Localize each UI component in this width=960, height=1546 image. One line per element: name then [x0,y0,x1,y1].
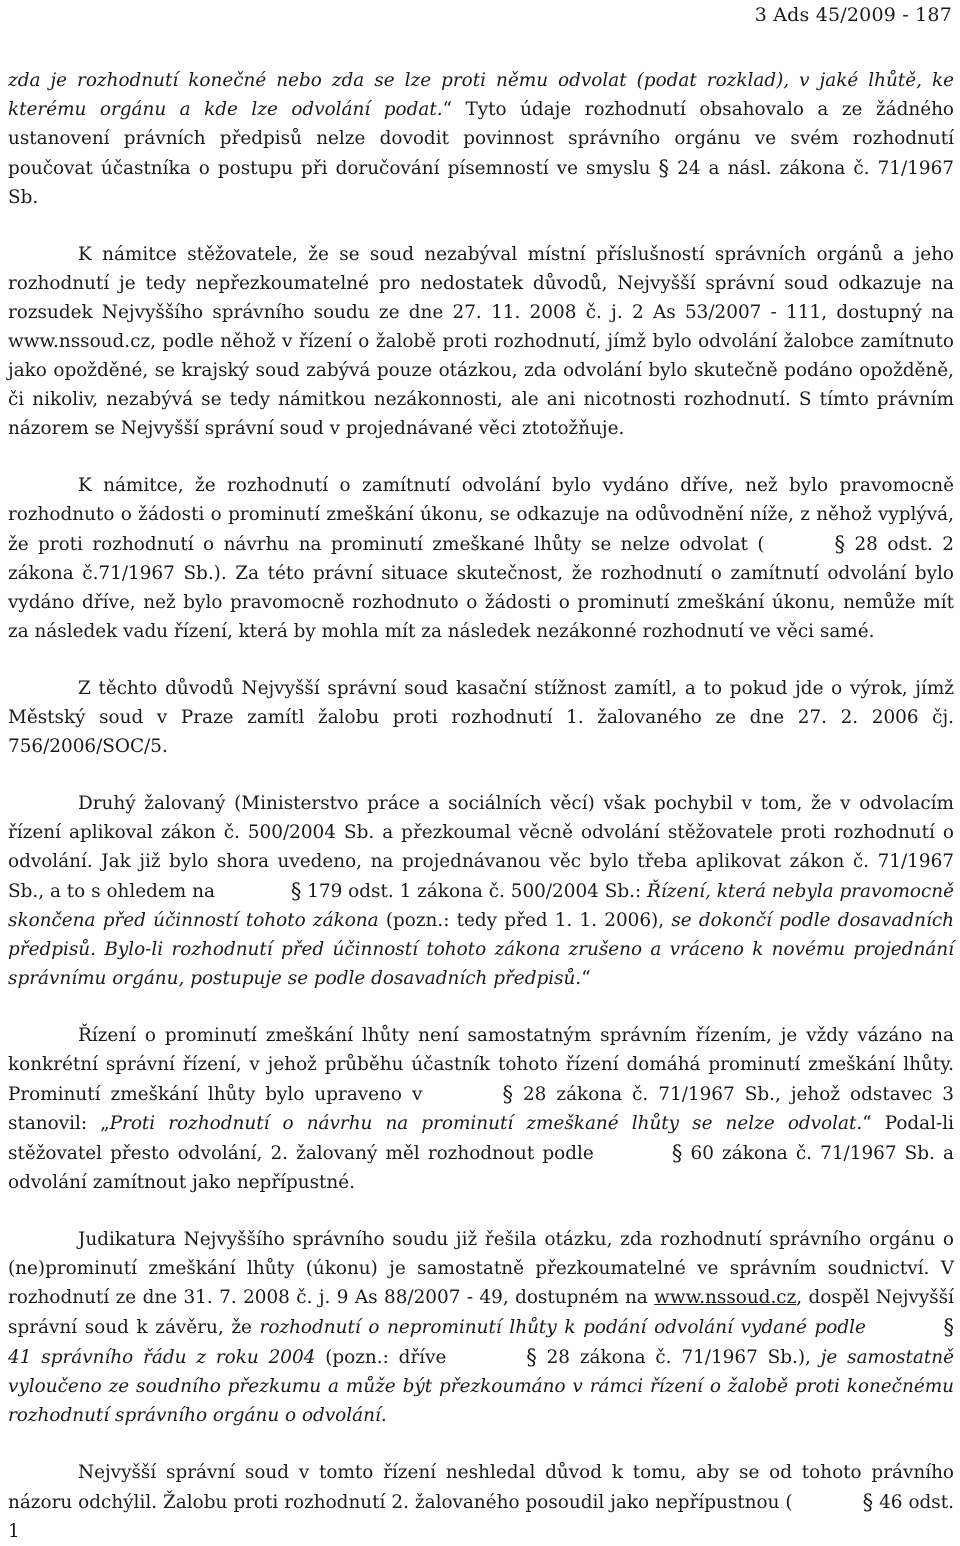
italic-text: rozhodnutí o neprominutí lhůty k podání odvolání vydané podle [259,1317,874,1338]
text: (pozn.: tedy před 1. 1. 2006), [378,910,672,931]
text: Z těchto důvodů Nejvyšší správní soud kasační stížnost zamítl, a to pokud jde o výrok, jímž Městský soud v Praze zamítl žalobu proti rozhodnutí 1. žalovaného ze dne 27. 2. 2006 čj. 756/2006/SOC/5. [8,678,954,757]
section-sign: § [943,1315,955,1339]
text: Nejvyšší správní soud v tomto řízení neshledal důvod k tomu, aby se od tohoto právního názoru odchýlil. Žalobu proti rozhodnutí 2. žalovaného posoudil jako nepřípustnou ( [8,1462,954,1513]
section-sign: § [862,1490,874,1514]
text: “ Podal-li stěžovatel přesto odvolání, 2. žalovaný měl rozhodnout podle [8,1113,954,1164]
paragraph-7 [8,1225,954,1430]
text: K námitce, že rozhodnutí o zamítnutí odvolání bylo vydáno dříve, než bylo pravomocně rozhodnuto o žádosti o prominutí zmeškání úkonu, se odkazuje na odůvodnění níže, z něhož vyplývá, že proti rozhodnutí o návrhu na prominutí zmeškané lhůty se nelze odvolat ( [8,475,954,555]
section-sign: § [526,1345,537,1369]
section-sign: § [290,879,302,903]
page-header: 3 Ads 45/2009 - 187 [754,4,952,26]
italic-text: se dokončí podle dosavadních předpisů. Bylo-li rozhodnutí před účinností tohoto zákona zrušeno a vráceno k novému projednání správnímu orgánu, postupuje se podle dosavadních předpisů. [8,910,954,989]
italic-text: Řízení, která nebyla pravomocně skončena před účinností tohoto zákona [8,881,954,931]
italic-text: je samostatně vyloučeno ze soudního přezkumu a může být přezkoumáno v rámci řízení o žalobě proti konečnému rozhodnutí správního orgánu o odvolání. [8,1347,954,1426]
text: 28 odst. 2 zákona č.71/1967 Sb.). Za této právní situace skutečnost, že rozhodnutí o zamítnutí odvolání bylo vydáno dříve, než bylo pravomocně rozhodnuto o žádosti o prominutí zmeškání úkonu, nemůže mít za následek vadu řízení, která by mohla mít za následek nezákonné rozhodnutí ve věci samé. [8,534,954,642]
paragraph-3 [8,471,954,646]
section-sign: § [658,156,670,180]
text: , dospěl Nejvyšší správní soud k závěru, že [8,1287,954,1338]
text: Judikatura Nejvyššího správního soudu již řešila otázku, zda rozhodnutí správního orgánu o (ne)prominutí zmeškání lhůty (úkonu) je samostatně přezkoumatelné ve správním soudnictví. V rozhodnutí ze dne 31. 7. 2008 č. j. 9 As 88/2007 - 49, dostupném na [8,1229,954,1308]
document-body [8,66,954,1546]
text: Řízení o prominutí zmeškání lhůty není samostatným správním řízením, je vždy vázáno na konkrétní správní řízení, v jehož průběhu účastník tohoto řízení domáhá prominutí zmeškání lhůty. Prominutí zmeškání lhůty bylo upraveno v [8,1025,954,1105]
paragraph-8 [8,1458,954,1546]
text: 28 zákona č. 71/1967 Sb.), [536,1347,821,1368]
text: 46 odst. 1 [8,1492,954,1542]
paragraph-1 [8,66,954,212]
paragraph-2 [8,240,954,443]
italic-text: 41 správního řádu z roku 2004 [8,1347,316,1368]
text: “ [581,968,591,989]
text: “ Tyto údaje rozhodnutí obsahovalo a ze žádného ustanovení právních předpisů nelze dovodit povinnost správního orgánu ve svém rozhodnutí poučovat účastníka o postupu při doručování písemností ve smyslu [8,99,955,179]
italic-text: zda je rozhodnutí konečné nebo zda se lze proti němu odvolat (podat rozklad), v jaké lhůtě, ke kterému orgánu a kde lze odvolání podat. [8,70,954,120]
section-sign: § [671,1141,683,1165]
paragraph-4 [8,674,954,761]
text: 24 a násl. zákona č. 71/1967 Sb. [8,158,954,208]
text: 179 odst. 1 zákona č. 500/2004 Sb.: [301,881,648,902]
paragraph-5 [8,789,954,993]
text: (pozn.: dříve [315,1347,457,1368]
italic-text: Proti rozhodnutí o návrhu na prominutí zmeškané lhůty se nelze odvolat. [109,1113,863,1134]
text: 60 zákona č. 71/1967 Sb. a odvolání zamítnout jako nepřípustné. [8,1143,954,1193]
section-sign: § [834,532,845,556]
text: K námitce stěžovatele, že se soud nezabýval místní příslušností správních orgánů a jeho rozhodnutí je tedy nepřezkoumatelné pro nedostatek důvodů, Nejvyšší správní soud odkazuje na rozsudek Nejvyššího správního soudu ze dne 27. 11. 2008 č. j. 2 As 53/2007 - 111, dostupný na www.nssoud.cz, podle něhož v řízení o žalobě proti rozhodnutí, jímž bylo odvolání žalobce zamítnuto jako opožděné, se krajský soud zabývá pouze otázkou, zda odvolání bylo skutečně podáno opožděně, či nikoliv, nezabývá se tedy námitkou nezákonnosti, ale ani nicotnosti rozhodnutí. S tímto právním názorem se Nejvyšší správní soud v projednávané věci ztotožňuje. [8,244,954,439]
section-sign: § [502,1082,513,1106]
paragraph-6 [8,1021,954,1197]
nssoud-link[interactable]: www.nssoud.cz [654,1287,797,1308]
text: Druhý žalovaný (Ministerstvo práce a sociálních věcí) však pochybil v tom, že v odvolacím řízení aplikoval zákon č. 500/2004 Sb. a přezkoumal věcně odvolání stěžovatele proti rozhodnutí o odvolání. Jak již bylo shora uvedeno, na projednávanou věc bylo třeba aplikovat zákon č. 71/1967 Sb., a to s ohledem na [8,793,954,902]
text: 28 zákona č. 71/1967 Sb., jehož odstavec 3 stanovil: „ [8,1084,955,1134]
